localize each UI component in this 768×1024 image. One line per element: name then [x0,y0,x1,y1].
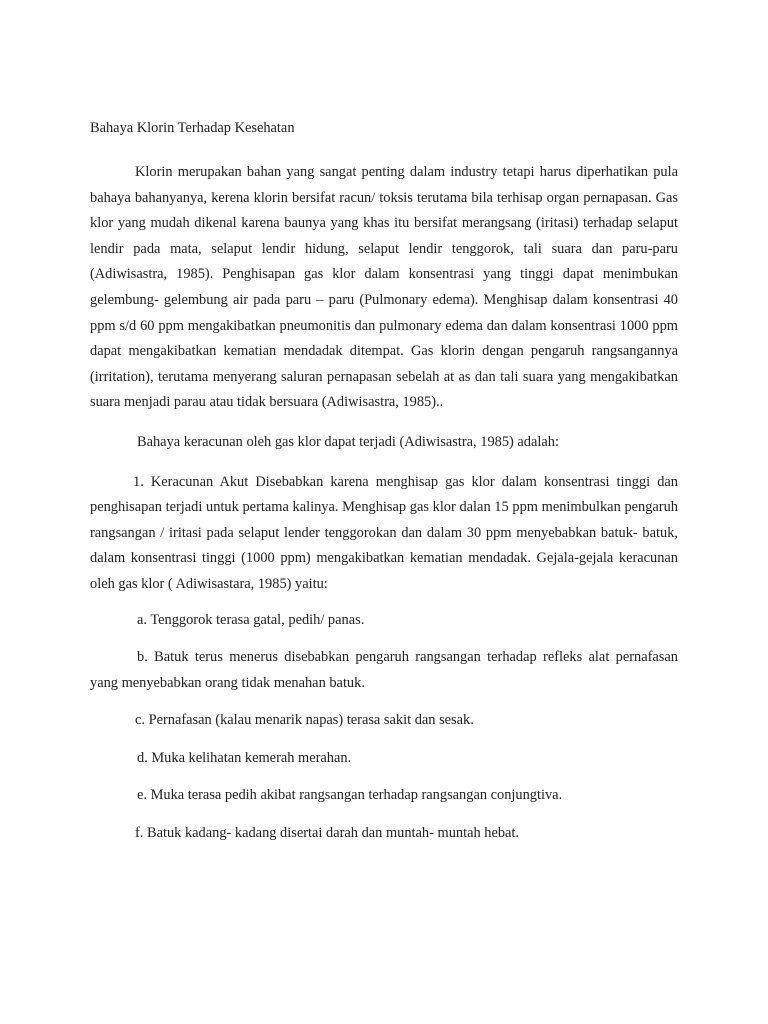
list-intro-paragraph: Bahaya keracunan oleh gas klor dapat terjadi (Adiwisastra, 1985) adalah: [137,433,559,450]
document-title: Bahaya Klorin Terhadap Kesehatan [90,120,295,136]
symptom-item-b: b. Batuk terus menerus disebabkan pengaruh rangsangan terhadap refleks alat pernafasan yang menyebabkan orang tidak menahan batuk. [90,649,678,691]
symptom-item-d: d. Muka kelihatan kemerah merahan. [137,749,352,766]
intro-paragraph: Klorin merupakan bahan yang sangat penting dalam industry tetapi harus diperhatikan pula bahaya bahanyanya, kerena klorin bersifat racun/ toksis terutama bila terhisap organ pernapasan. Gas klor yang mudah dikenal karena baunya yang khas itu bersifat merangsang (iritasi) terhadap selaput lendir pada mata, selaput lendir hidung, selaput lendir tenggorok, tali suara dan paru-paru (Adiwisastra, 1985). Penghisapan gas klor dalam konsentrasi yang tinggi dapat menimbukan gelembung- gelembung air pada paru – paru (Pulmonary edema). Menghisap dalam konsentrasi 40 ppm s/d 60 ppm mengakibatkan pneumonitis dan pulmonary edema dan dalam konsentrasi 1000 ppm dapat mengakibatkan kematian mendadak ditempat. Gas klorin dengan pengaruh rangsangannya (irritation), terutama menyerang saluran pernapasan sebelah at as dan tali suara yang mengakibatkan suara menjadi parau atau tidak bersuara (Adiwisastra, 1985).. [90,164,678,411]
symptom-item-c: c. Pernafasan (kalau menarik napas) terasa sakit dan sesak. [135,712,474,729]
document-page [90,116,678,859]
symptom-item-a: a. Tenggorok terasa gatal, pedih/ panas. [137,611,365,628]
symptom-item-f: f. Batuk kadang- kadang disertai darah dan muntah- muntah hebat. [135,825,520,842]
numbered-item-1: 1. Keracunan Akut Disebabkan karena menghisap gas klor dalam konsentrasi tinggi dan penghisapan terjadi untuk pertama kalinya. Menghisap gas klor dalan 15 ppm menimbulkan pengaruh rangsangan / iritasi pada selaput lender tenggorokan dan dalam 30 ppm menyebabkan batuk- batuk, dalam konsentrasi tinggi (1000 ppm) mengakibatkan kematian mendadak. Gejala-gejala keracunan oleh gas klor ( Adiwisastara, 1985) yaitu: [90,473,678,592]
symptom-item-e: e. Muka terasa pedih akibat rangsangan terhadap rangsangan conjungtiva. [137,787,563,804]
